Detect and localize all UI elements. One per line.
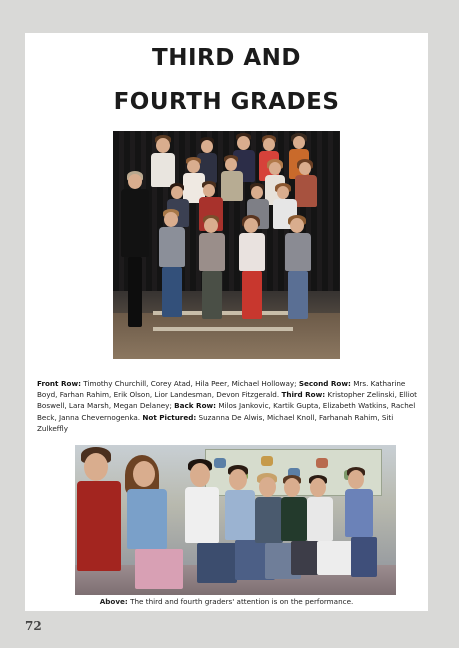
- class-photo: [113, 131, 340, 359]
- performance-caption-label: Above:: [99, 597, 128, 606]
- third-row-label: Third Row:: [281, 390, 326, 400]
- page-title-line-2: FOURTH GRADES: [113, 89, 340, 115]
- back-row-label: Back Row:: [174, 401, 217, 411]
- yearbook-page: [25, 33, 428, 611]
- not-pictured-names: Suzanna De Alwis, Michael Knoll, Farhanah Rahim, Siti Zulkeffly: [37, 412, 394, 433]
- page-number: 72: [25, 619, 42, 633]
- page-title-line-1: THIRD AND: [152, 45, 301, 71]
- performance-caption: [25, 597, 428, 606]
- front-row-label: Front Row:: [37, 379, 81, 388]
- performance-photo: [75, 445, 396, 595]
- third-row-names: Kristopher Zelinski, Elliot Boswell, Lara Marsh, Megan Delaney;: [37, 390, 417, 411]
- stage-floor: [113, 313, 340, 359]
- bench: [153, 327, 293, 331]
- second-row-names: Mrs. Katharine Boyd, Farhan Rahim, Erik Olson, Lior Landesman, Devon Fitzgerald.: [37, 379, 406, 400]
- front-row-names: Timothy Churchill, Corey Atad, Hila Peer, Michael Holloway;: [83, 379, 297, 388]
- student-names-caption: [37, 378, 419, 434]
- back-row-names: Milos Jankovic, Kartik Gupta, Elizabeth Watkins, Rachel Beck, Janna Chevernogenka.: [37, 401, 416, 422]
- performance-caption-text: The third and fourth graders' attention is on the performance.: [130, 597, 354, 606]
- not-pictured-label: Not Pictured:: [142, 412, 197, 422]
- second-row-label: Second Row:: [298, 379, 351, 388]
